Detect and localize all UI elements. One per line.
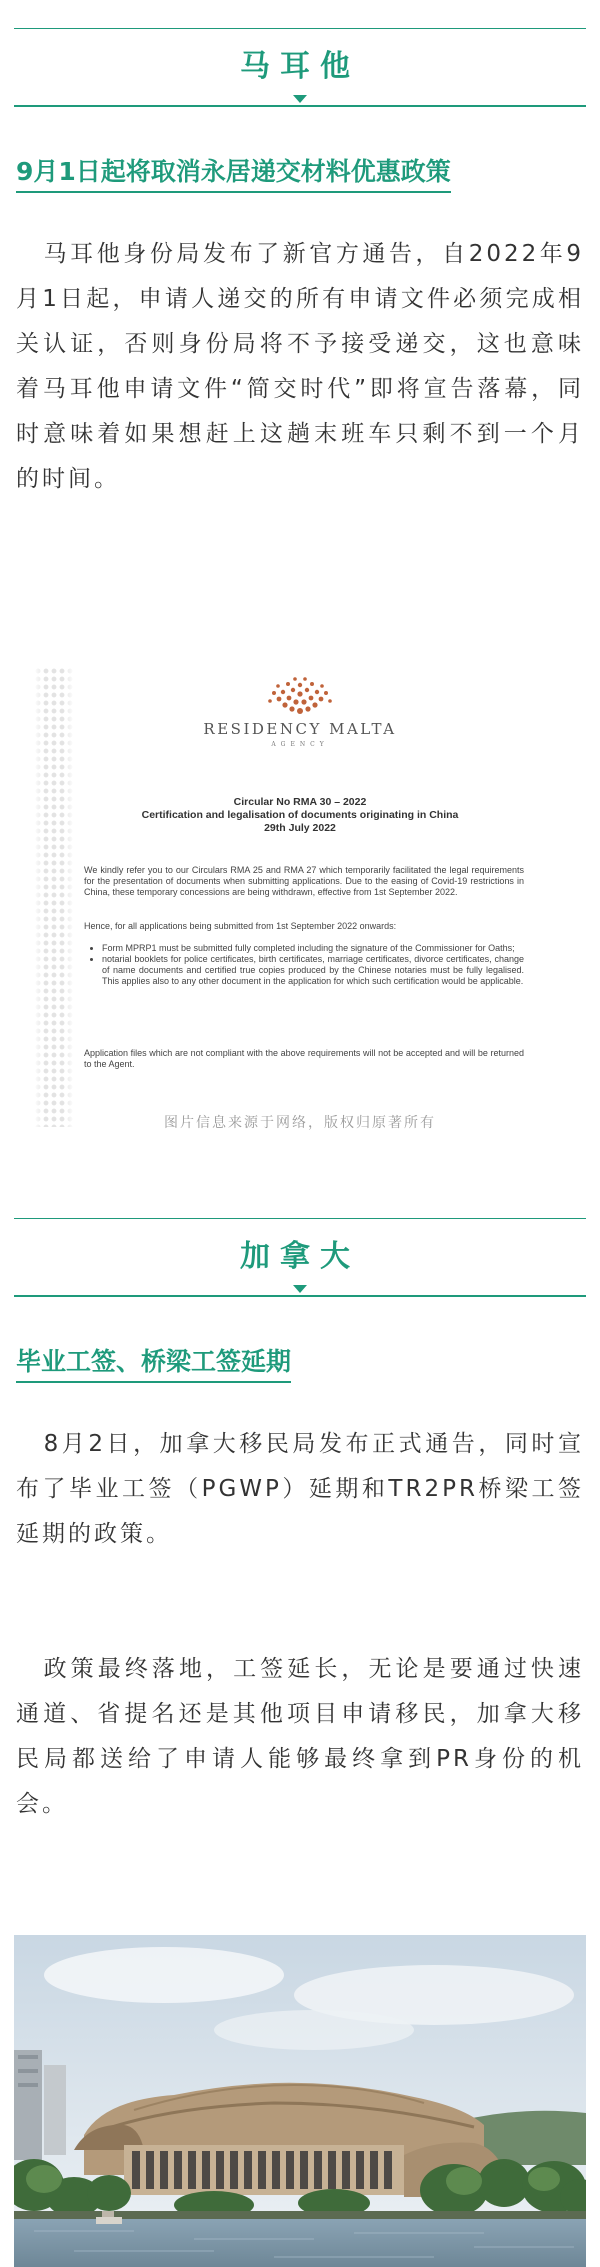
divider	[14, 105, 586, 107]
paragraph: 8月2日，加拿大移民局发布正式通告，同时宣布了毕业工签（PGWP）延期和TR2PR桥梁工签延期的政策。	[16, 1431, 584, 1547]
circular-paragraph: We kindly refer you to our Circulars RMA 25 and RMA 27 which temporarily facilitated the legal requirements for the presentation of documents when submitting applications. Due to the easing of Covid-19 restrictions in China, these temporary concessions are being withdrawn, effective from 1st September 2022.	[84, 865, 524, 897]
divider	[14, 1295, 586, 1297]
paragraph: 马耳他身份局发布了新官方通告，自2022年9月1日起，申请人递交的所有申请文件必须完成相关认证，否则身份局将不予接受递交，这也意味着马耳他申请文件“简交时代”即将宣告落幕，同时意味着如果想赶上这趟末班车只剩不到一个月的时间。	[16, 241, 584, 492]
section-title: 马耳他	[240, 49, 360, 84]
image-caption: 图片信息来源于网络，版权归原著所有	[164, 1115, 436, 1131]
residency-malta-logo-icon	[252, 675, 348, 717]
circular-title: Certification and legalisation of documents originating in China	[141, 809, 459, 821]
circular-bullet-list	[84, 943, 524, 987]
list-item: • Form MPRP1 must be submitted fully completed including the signature of the Commissioner for Oaths;	[102, 943, 524, 954]
logo-text: RESIDENCY MALTA	[203, 720, 397, 738]
circular-number: Circular No RMA 30 – 2022	[233, 796, 367, 808]
list-item: • notarial booklets for police certificates, birth certificates, marriage certificates, divorce certificates, change of name documents and certified true copies produced by the Chinese notaries must be fully legalised. This applies also to any other document in the application for which such certification would be applicable.	[102, 954, 524, 987]
circular-date: 29th July 2022	[264, 822, 336, 834]
subheading: 9月1日起将取消永居递交材料优惠政策	[16, 152, 451, 193]
circular-paragraph: Application files which are not compliant with the above requirements will not be accepted and will be returned to the Agent.	[84, 1048, 524, 1069]
down-arrow-icon	[293, 95, 307, 103]
section-title: 加拿大	[240, 1239, 360, 1274]
circular-document-image	[16, 663, 584, 1133]
paragraph: 政策最终落地，工签延长，无论是要通过快速通道、省提名还是其他项目申请移民，加拿大移民局都送给了申请人能够最终拿到PR身份的机会。	[16, 1656, 584, 1817]
down-arrow-icon	[293, 1285, 307, 1293]
circular-paragraph: Hence, for all applications being submitted from 1st September 2022 onwards:	[84, 921, 397, 931]
museum-photo	[14, 1935, 586, 2267]
subheading: 毕业工签、桥梁工签延期	[16, 1342, 291, 1383]
logo-subtext: AGENCY	[271, 741, 329, 748]
